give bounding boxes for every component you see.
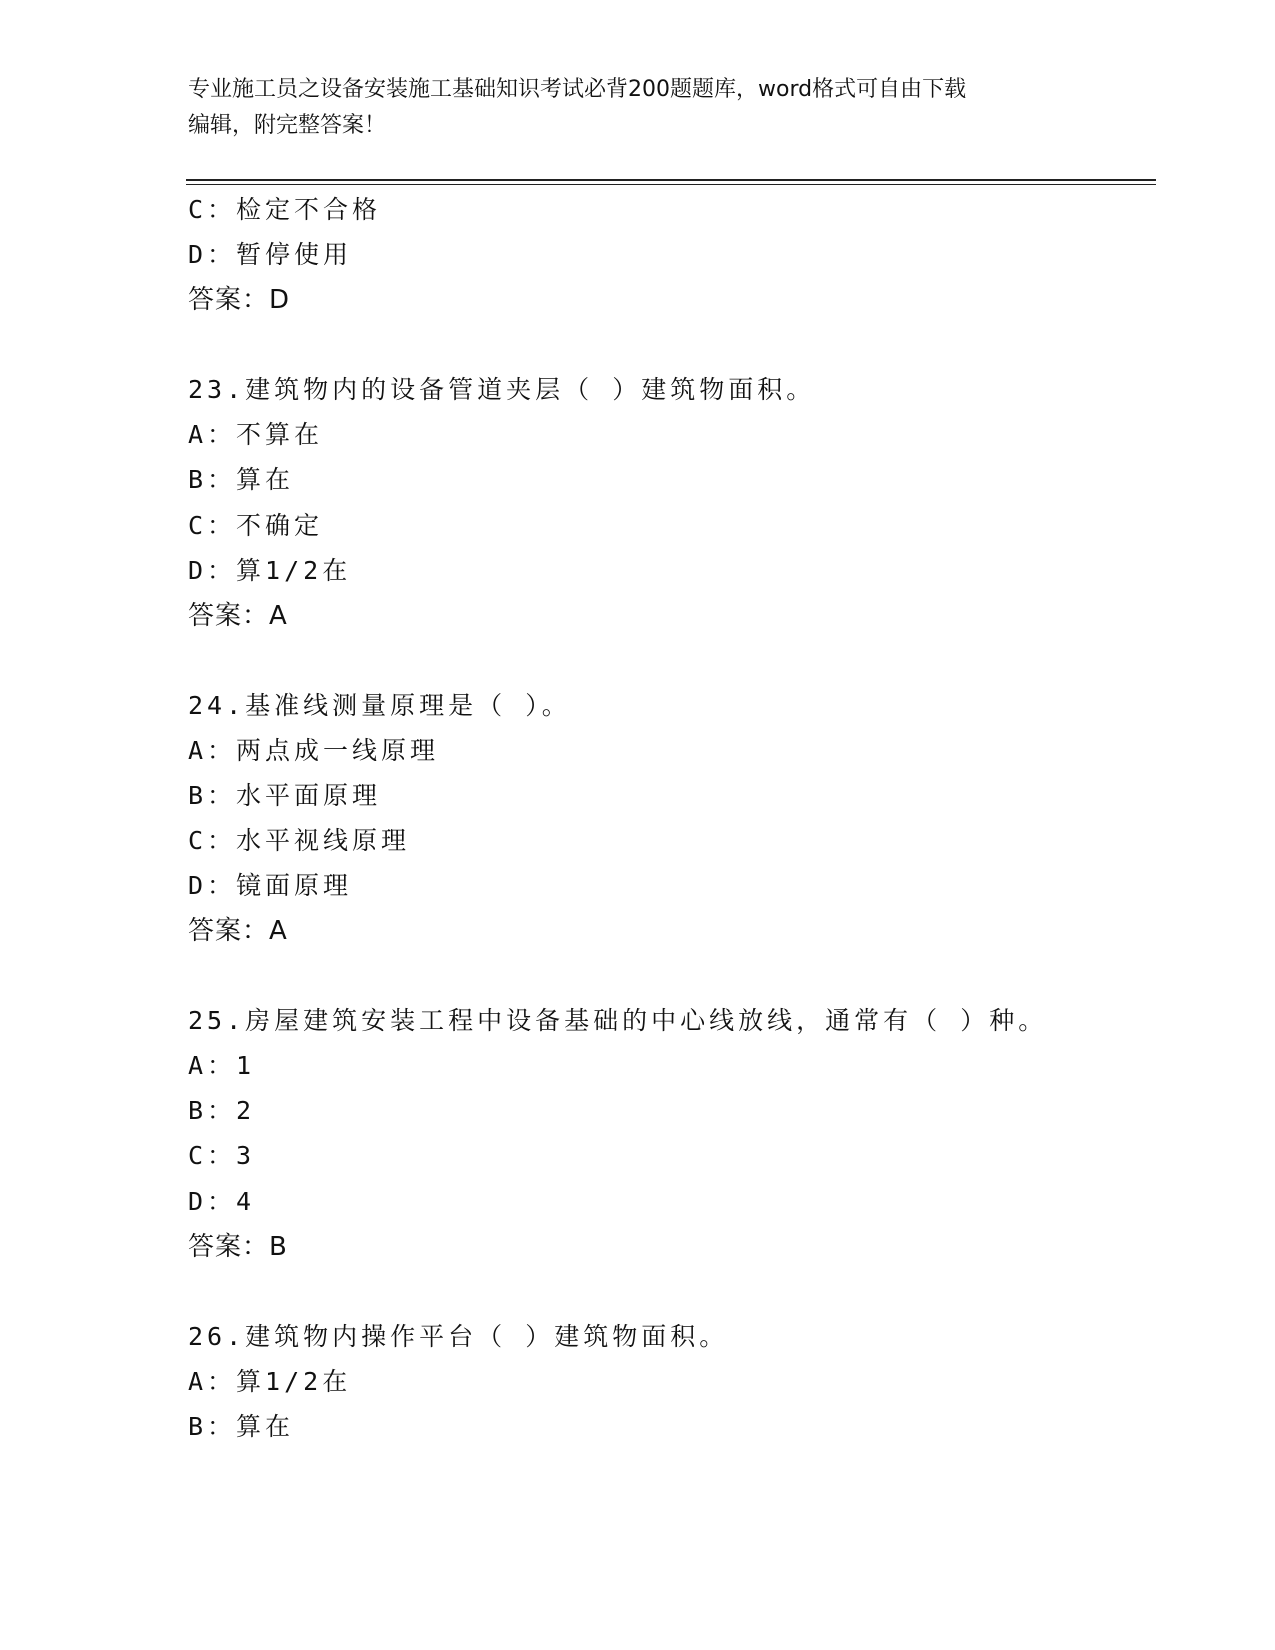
option-line: A：两点成一线原理 — [188, 736, 440, 765]
document-header — [188, 72, 1068, 144]
option-line: B：2 — [188, 1096, 256, 1125]
option-line: D：4 — [188, 1187, 256, 1216]
option-line: D：镜面原理 — [188, 871, 353, 900]
option-line: C：3 — [188, 1141, 256, 1170]
option-line: C：检定不合格 — [188, 195, 382, 224]
header-title-line-2: 编辑，附完整答案！ — [188, 113, 387, 138]
answer-line: 答案：A — [188, 601, 288, 631]
option-line: D：算1/2在 — [188, 556, 352, 585]
option-line: D：暂停使用 — [188, 240, 353, 269]
option-line: A：1 — [188, 1051, 256, 1080]
option-line: A：不算在 — [188, 420, 324, 449]
option-line: B：算在 — [188, 1412, 295, 1441]
option-line: B：水平面原理 — [188, 781, 382, 810]
option-line: C：水平视线原理 — [188, 826, 411, 855]
question-23: 23.建筑物内的设备管道夹层（ ）建筑物面积。 — [188, 375, 816, 404]
answer-line: 答案：D — [188, 285, 291, 315]
header-divider-thick — [186, 179, 1156, 181]
option-line: B：算在 — [188, 465, 295, 494]
question-25: 25.房屋建筑安装工程中设备基础的中心线放线，通常有（ ）种。 — [188, 1006, 1048, 1035]
option-line: C：不确定 — [188, 511, 324, 540]
question-26: 26.建筑物内操作平台（ ）建筑物面积。 — [188, 1322, 729, 1351]
answer-line: 答案：A — [188, 916, 288, 946]
question-24: 24.基准线测量原理是（ ）。 — [188, 691, 571, 720]
answer-line: 答案：B — [188, 1232, 288, 1262]
option-line: A：算1/2在 — [188, 1367, 352, 1396]
header-divider-thin — [186, 184, 1156, 185]
header-title-line-1: 专业施工员之设备安装施工基础知识考试必背200题题库，word格式可自由下载 — [188, 77, 967, 102]
